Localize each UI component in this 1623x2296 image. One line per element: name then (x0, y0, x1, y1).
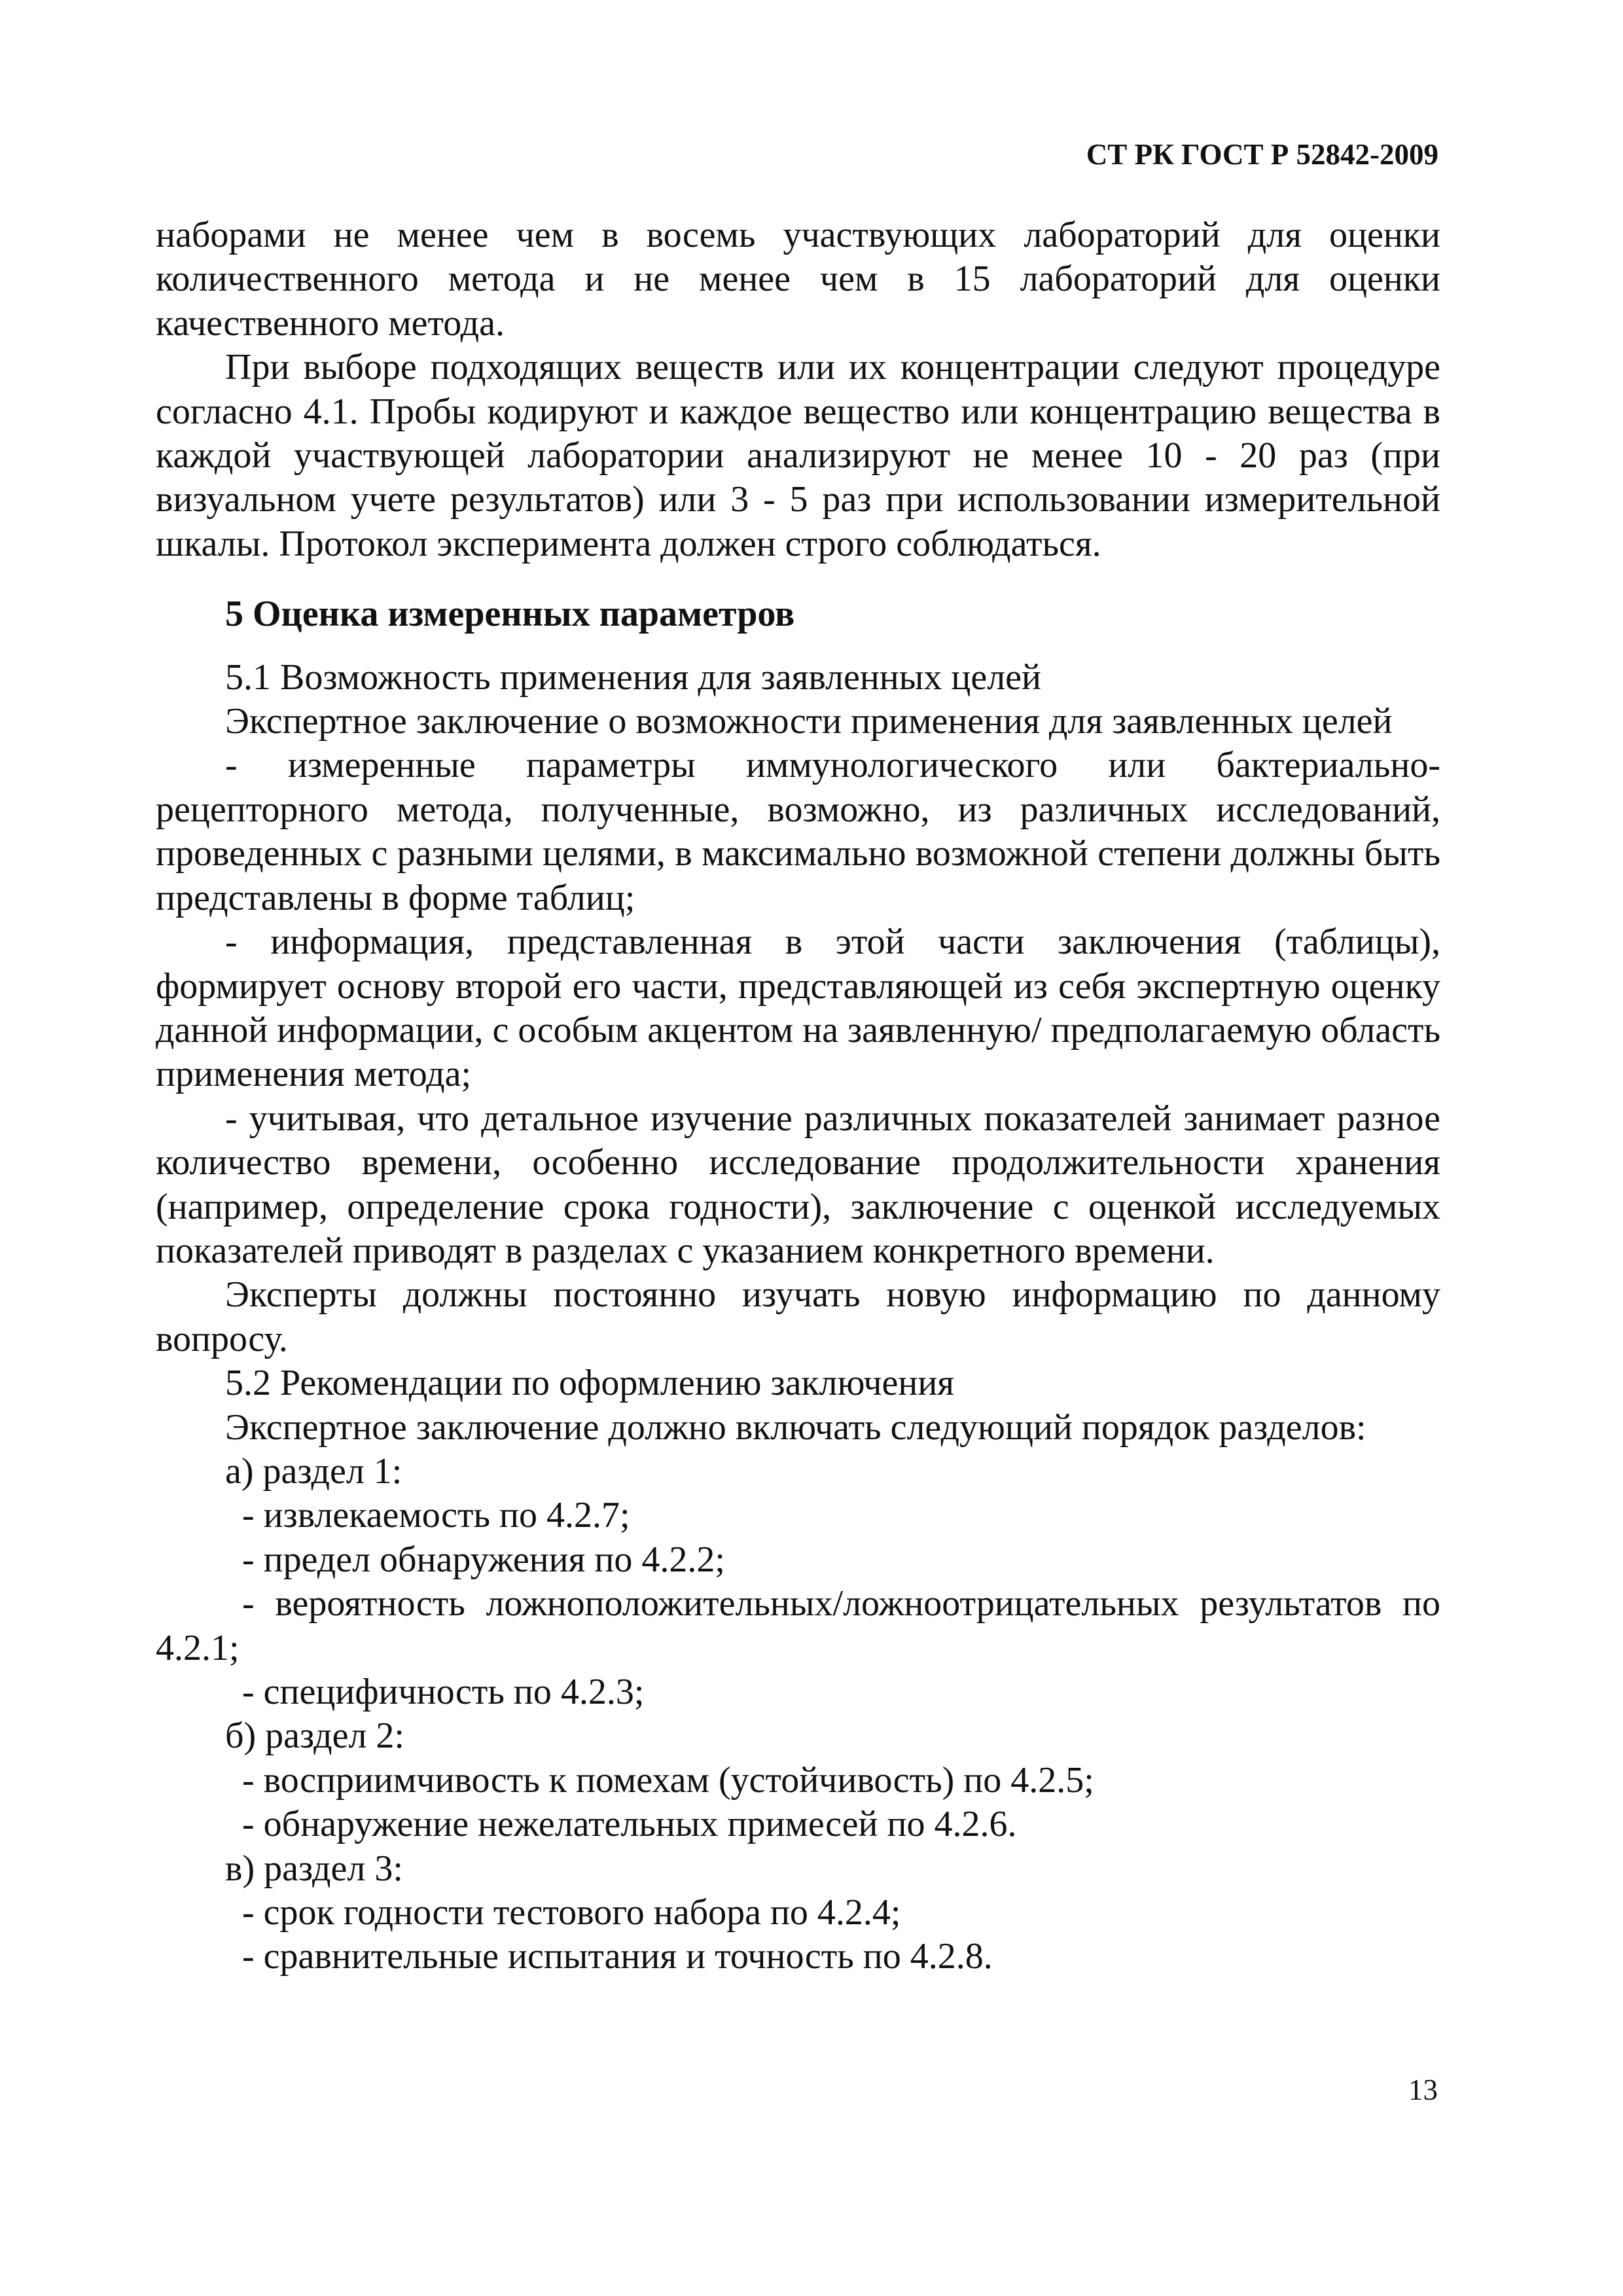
paragraph-procedure: При выборе подходящих веществ или их концентрации следуют процедуре согласно 4.1. Пробы кодируют и каждое вещество или концентрацию вещества в каждой участвующей лаборатории анализируют не менее 10 - 20 раз (при визуальном учете результатов) или 3 - 5 раз при использовании измерительной шкалы. Протокол эксперимента должен строго соблюдаться. (156, 347, 1440, 564)
list-label-section-3: в) раздел 3: (225, 1848, 403, 1889)
list-item: - сравнительные испытания и точность по 4.2.8. (242, 1936, 993, 1977)
list-item: - восприимчивость к помехам (устойчивость) по 4.2.5; (242, 1759, 1094, 1801)
subsection-5-2-title: 5.2 Рекомендации по оформлению заключения (225, 1363, 955, 1404)
list-item: - предел обнаружения по 4.2.2; (242, 1539, 725, 1580)
document-code-header: СТ РК ГОСТ Р 52842-2009 (1086, 138, 1438, 171)
subsection-5-1-title: 5.1 Возможность применения для заявленных целей (225, 656, 1041, 698)
list-item: - обнаружение нежелательных примесей по 4.2.6. (242, 1804, 1017, 1845)
bullet-information: - информация, представленная в этой части заключения (таблицы), формирует основу второй его части, представляющей из себя экспертную оценку данной информации, с особым акцентом на заявленную/ предполагаемую область применения метода; (156, 922, 1440, 1095)
paragraph-experts: Эксперты должны постоянно изучать новую информацию по данному вопросу. (156, 1274, 1440, 1359)
list-label-section-2: б) раздел 2: (225, 1715, 404, 1757)
page-number: 13 (1408, 2073, 1438, 2106)
list-item: - извлекаемость по 4.2.7; (242, 1495, 630, 1536)
subsection-5-2-intro: Экспертное заключение должно включать следующий порядок разделов: (225, 1407, 1366, 1448)
section-5-heading: 5 Оценка измеренных параметров (225, 594, 795, 635)
list-item: - срок годности тестового набора по 4.2.4; (242, 1892, 901, 1933)
bullet-time: - учитывая, что детальное изучение различных показателей занимает разное количество времени, особенно исследование продолжительности хранения (например, определение срока годности), заключение с оценкой исследуемых показателей приводят в разделах с указанием конкретного времени. (156, 1098, 1440, 1271)
document-body (156, 213, 1440, 1979)
paragraph-continuation: наборами не менее чем в восемь участвующих лабораторий для оценки количественного метода и не менее чем в 15 лабораторий для оценки качественного метода. (156, 215, 1440, 344)
list-item: - специфичность по 4.2.3; (242, 1672, 645, 1712)
list-item: - вероятность ложноположительных/ложноотрицательных результатов по 4.2.1; (156, 1583, 1440, 1668)
list-label-section-1: а) раздел 1: (225, 1450, 402, 1492)
bullet-tables: - измеренные параметры иммунологического или бактериально-рецепторного метода, полученные, возможно, из различных исследований, проведенных с разными целями, в максимально возможной степени должны быть представлены в форме таблиц; (156, 745, 1440, 918)
subsection-5-1-intro: Экспертное заключение о возможности применения для заявленных целей (225, 701, 1393, 742)
